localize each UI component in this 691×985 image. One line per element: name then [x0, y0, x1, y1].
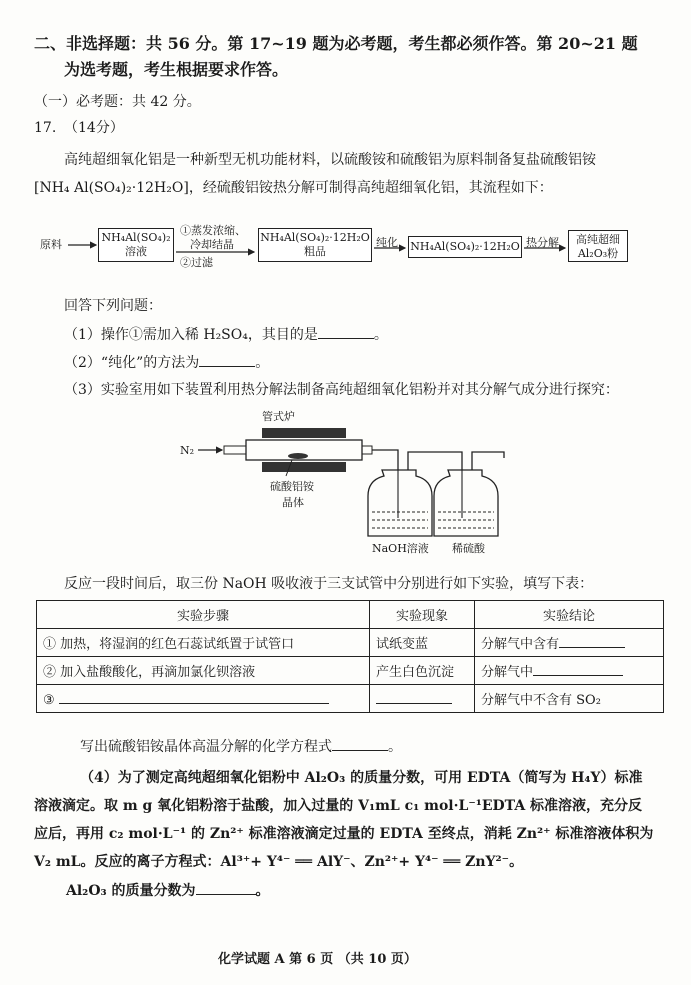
header-phenomenon: 实验现象: [370, 601, 475, 629]
crystal-label-l2: 晶体: [282, 496, 304, 509]
table-header-row: [37, 601, 664, 629]
row3-phenomenon: [370, 685, 475, 713]
answer-prompt: 回答下列问题：: [64, 298, 162, 314]
equation-prompt: 写出硫酸铝铵晶体高温分解的化学方程式 。: [80, 736, 402, 757]
question-4-line4: V₂ mL。反应的离子方程式：Al³⁺+ Y⁴⁻ ══ AlY⁻、Zn²⁺+ Y⁴⁻ ══ ZnY²⁻。: [34, 854, 524, 870]
equation-prompt-text: 写出硫酸铝铵晶体高温分解的化学方程式: [80, 739, 332, 755]
question-2: （2）“纯化”的方法为 。: [64, 352, 269, 373]
flow-step1-evaporate: ①蒸发浓缩、: [180, 224, 246, 237]
table-row: [37, 629, 664, 657]
row2-conclusion-text: 分解气中: [481, 665, 534, 680]
header-steps: 实验步骤: [37, 601, 370, 629]
table-row: [37, 685, 664, 713]
flow-box-solution-formula: NH₄Al(SO₄)₂: [101, 231, 171, 244]
question-4-line5: Al₂O₃ 的质量分数为 。: [66, 880, 270, 901]
row1-conclusion-blank[interactable]: [559, 633, 625, 648]
flow-box-product-l2: Al₂O₃粉: [577, 247, 619, 260]
row3-step-text: ③: [43, 693, 55, 708]
flow-box-solution-label: 溶液: [125, 245, 147, 258]
table-row: [37, 657, 664, 685]
row3-phenomenon-blank[interactable]: [376, 689, 452, 704]
n2-label: N₂: [180, 444, 195, 457]
section-heading-line2: 为选考题，考生根据要求作答。: [64, 60, 289, 79]
flow-raw-material: 原料: [40, 238, 62, 251]
after-reaction-text: 反应一段时间后，取三份 NaOH 吸收液于三支试管中分别进行如下实验，填写下表：: [64, 576, 594, 592]
question-points: （14分）: [64, 120, 124, 136]
section-heading-line1: 二、非选择题：共 56 分。第 17~19 题为必考题，考生都必须作答。第 20~21 题: [34, 34, 638, 53]
flow-step1-crystallize: 冷却结晶: [190, 238, 234, 251]
question-1: （1）操作①需加入稀 H₂SO₄，其目的是 。: [64, 324, 388, 345]
row2-step: ② 加入盐酸酸化，再滴加氯化钡溶液: [37, 657, 370, 685]
page-footer: 化学试题 A 第 6 页 （共 10 页）: [218, 952, 417, 967]
row3-step: [37, 685, 370, 713]
question-4-line1: （4）为了测定高纯超细氧化铝粉中 Al₂O₃ 的质量分数，可用 EDTA（简写为 H₄Y）标准: [80, 770, 643, 786]
flow-step3-decompose: 热分解: [526, 236, 559, 249]
question-2-text: （2）“纯化”的方法为: [64, 355, 200, 371]
row2-conclusion: [475, 657, 664, 685]
flow-box-pure-formula: NH₄Al(SO₄)₂·12H₂O: [410, 240, 520, 253]
naoh-label: NaOH溶液: [372, 542, 429, 555]
equation-answer-blank[interactable]: [332, 736, 388, 751]
intro-line1: 高纯超细氧化铝是一种新型无机功能材料，以硫酸铵和硫酸铝为原料制备复盐硫酸铝铵: [64, 152, 596, 168]
row1-step: ① 加热，将湿润的红色石蕊试纸置于试管口: [37, 629, 370, 657]
question-1-text: （1）操作①需加入稀 H₂SO₄，其目的是: [64, 327, 318, 343]
intro-line2: [NH₄ Al(SO₄)₂·12H₂O]，经硫酸铝铵热分解可制得高纯超细氧化铝，其流程如下：: [34, 180, 553, 196]
row1-conclusion-text: 分解气中含有: [481, 637, 560, 652]
question-4-line3: 应后，再用 c₂ mol·L⁻¹ 的 Zn²⁺ 标准溶液滴定过量的 EDTA 至终点，消耗 Zn²⁺ 标准溶液体积为: [34, 826, 654, 842]
question-4-line5-text: Al₂O₃ 的质量分数为: [66, 883, 196, 899]
q4-answer-blank[interactable]: [196, 880, 256, 895]
row2-conclusion-blank[interactable]: [533, 661, 623, 676]
question-number: 17.: [34, 120, 57, 136]
experiment-table: [36, 600, 664, 713]
flow-step2-purify: 纯化: [376, 236, 398, 249]
question-3: （3）实验室用如下装置利用热分解法制备高纯超细氧化铝粉并对其分解气成分进行探究：: [64, 382, 619, 398]
acid-label: 稀硫酸: [452, 542, 485, 555]
subsection-heading: （一）必考题：共 42 分。: [34, 94, 201, 110]
crystal-label-l1: 硫酸铝铵: [270, 480, 314, 493]
flow-step1-filter: ②过滤: [180, 256, 213, 269]
row3-step-blank[interactable]: [59, 689, 329, 704]
question-4-line2: 溶液滴定。取 m g 氧化铝粉溶于盐酸，加入过量的 V₁mL c₁ mol·L⁻¹EDTA 标准溶液，充分反: [34, 798, 643, 814]
furnace-label: 管式炉: [262, 410, 295, 423]
flow-box-crude-label: 粗品: [304, 245, 326, 258]
header-conclusion: 实验结论: [475, 601, 664, 629]
row2-phenomenon: 产生白色沉淀: [370, 657, 475, 685]
flow-box-product-l1: 高纯超细: [576, 233, 620, 246]
row1-phenomenon: 试纸变蓝: [370, 629, 475, 657]
flow-box-crude-formula: NH₄Al(SO₄)₂·12H₂O: [260, 231, 370, 244]
row1-conclusion: [475, 629, 664, 657]
row3-conclusion: 分解气中不含有 SO₂: [475, 685, 664, 713]
